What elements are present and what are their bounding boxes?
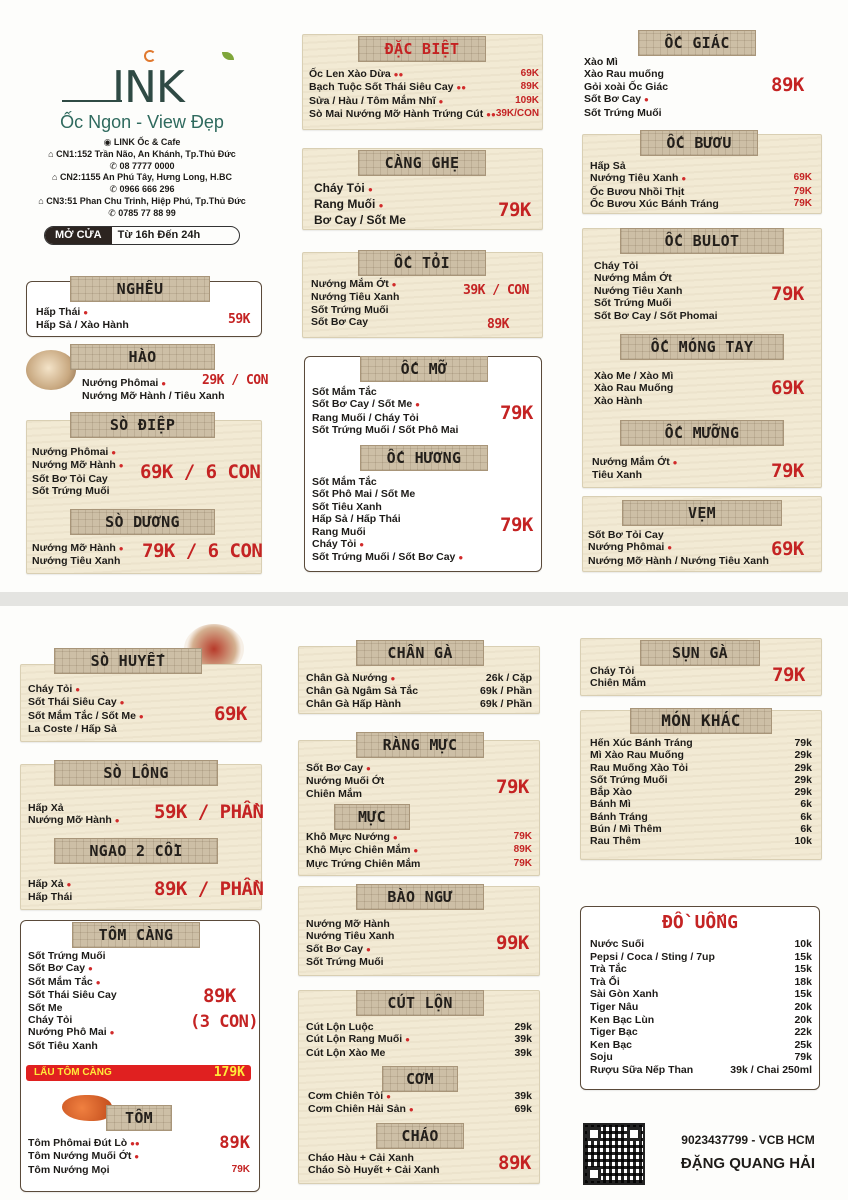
- location-pin-icon: ⌂: [52, 172, 60, 183]
- list-item[interactable]: Rang Muối / Cháy Tỏi: [312, 411, 419, 424]
- list-item[interactable]: Nướng Phômai ●: [82, 377, 167, 389]
- price-oc-toi-2: 89K: [487, 317, 509, 332]
- list-item[interactable]: Sốt Mắm Tắc ●: [28, 975, 101, 988]
- list-item[interactable]: Hấp Thái: [28, 891, 73, 904]
- list-item[interactable]: Sốt Bơ Tỏi Cay: [32, 472, 108, 485]
- title-chao: CHÁO: [376, 1123, 464, 1149]
- items-do-uong: [590, 938, 812, 1077]
- chili-icon: ●: [111, 448, 117, 457]
- list-item[interactable]: Sốt Bơ Cay ●: [584, 93, 649, 106]
- phone-icon: ✆: [108, 207, 119, 218]
- list-item[interactable]: Cháy Tỏi ●: [312, 538, 365, 551]
- list-item[interactable]: Xào Mì: [584, 56, 618, 68]
- title-tom: TÔM: [106, 1105, 172, 1131]
- shop-name: ◉ LINK Ốc & Cafe: [103, 137, 181, 147]
- price-oc-bulot: 79K: [771, 283, 804, 305]
- price-cang-ghe: 79K: [498, 199, 531, 221]
- price-oc-toi-1: 39K / CON: [463, 283, 529, 298]
- list-item[interactable]: Tiger Bạc 22k: [590, 1026, 812, 1039]
- list-item[interactable]: Cút Lộn Xào Me 39k: [306, 1046, 532, 1059]
- list-item[interactable]: Rau Thêm 10k: [590, 835, 812, 848]
- price-chao: 89K: [498, 1152, 531, 1174]
- list-item[interactable]: Hấp Sả: [590, 160, 626, 172]
- items-so-long: [28, 802, 120, 828]
- slogan: Ốc Ngon - View Đẹp: [60, 112, 224, 132]
- list-item[interactable]: Nướng Mỡ Hành / Nướng Tiêu Xanh: [588, 554, 769, 567]
- list-item[interactable]: Trà Ổi 18k: [590, 975, 812, 988]
- list-item[interactable]: Nướng Tiêu Xanh: [594, 284, 683, 297]
- opening-hours: MỞ CỬA Từ 16h Đến 24h: [44, 226, 240, 245]
- title-mon-khac: MÓN KHÁC: [630, 708, 772, 734]
- list-item[interactable]: Cháo Hàu + Cải Xanh: [308, 1152, 414, 1164]
- title-so-huyet: SÒ HUYẾT: [54, 648, 202, 674]
- list-item[interactable]: Chiên Mắm: [306, 787, 363, 800]
- list-item[interactable]: Ken Bạc Lùn 20k: [590, 1013, 812, 1026]
- list-item[interactable]: Cháy Tỏi ●: [28, 683, 81, 695]
- location-pin-icon: ◉: [103, 137, 114, 147]
- list-item[interactable]: Nướng Muối Ớt: [306, 775, 385, 788]
- items-oc-toi: [311, 278, 399, 329]
- title-ngheu: NGHÊU: [70, 276, 210, 302]
- hotpot-banner[interactable]: LẨU TÔM CÀNG 179K: [26, 1065, 251, 1081]
- items-com: [308, 1090, 532, 1117]
- list-item[interactable]: Mì Xào Rau Muống 29k: [590, 749, 812, 762]
- list-item[interactable]: Sốt Trứng Muối / Sốt Bơ Cay ●: [312, 551, 464, 564]
- price-so-long: 59K / PHẦN: [154, 801, 264, 823]
- list-item[interactable]: Cháy Tỏi: [594, 260, 639, 272]
- list-item[interactable]: Cơm Chiên Hải Sản ● 69k: [308, 1103, 532, 1116]
- items-oc-giac: [584, 56, 668, 119]
- items-oc-bulot: [594, 260, 718, 322]
- price-note-tom-cang: (3 CON): [190, 1012, 259, 1032]
- branch-2-address: ⌂ CN2:1155 An Phú Tây, Hưng Long, H.BC: [52, 172, 232, 183]
- price-so-duong: 79K / 6 CON: [142, 540, 263, 562]
- list-item[interactable]: Nướng Tiêu Xanh: [311, 291, 400, 304]
- phone-icon: ✆: [109, 160, 120, 171]
- title-so-diep: SÒ ĐIỆP: [70, 412, 215, 438]
- list-item[interactable]: Bánh Tráng 6k: [590, 810, 812, 823]
- items-mon-khac: [590, 737, 812, 848]
- list-item[interactable]: Sửa / Hàu / Tôm Mắm Nhĩ ● 109K: [309, 94, 539, 107]
- list-item[interactable]: Sốt Phô Mai / Sốt Me: [312, 488, 416, 501]
- list-item[interactable]: Sài Gòn Xanh 15k: [590, 988, 812, 1001]
- price-oc-mo: 79K: [500, 402, 533, 424]
- price-oc-muong: 79K: [771, 460, 804, 482]
- list-item[interactable]: Cút Lộn Luộc 29k: [306, 1021, 532, 1033]
- list-item[interactable]: Nước Suối 10k: [590, 938, 812, 950]
- title-tom-cang: TÔM CÀNG: [72, 922, 200, 948]
- brand-block: [22, 50, 262, 245]
- items-so-huyet: [28, 683, 144, 736]
- list-item[interactable]: Xào Me / Xào Mì: [594, 370, 674, 382]
- list-item[interactable]: Cháy Tỏi: [28, 1014, 73, 1027]
- page-fold: [0, 592, 848, 606]
- list-item[interactable]: Bánh Mì 6k: [590, 798, 812, 811]
- list-item[interactable]: Hấp Xả ●: [28, 878, 72, 890]
- list-item[interactable]: Sốt Trứng Muối: [306, 956, 384, 969]
- items-so-diep: [32, 446, 124, 498]
- list-item[interactable]: Hến Xúc Bánh Tráng 79k: [590, 737, 812, 749]
- title-oc-huong: ỐC HƯƠNG: [360, 445, 488, 471]
- list-item[interactable]: Bắp Xào 29k: [590, 786, 812, 799]
- price-oc-huong: 79K: [500, 514, 533, 536]
- list-item[interactable]: Bạch Tuộc Sốt Thái Siêu Cay ●● 89K: [309, 81, 539, 94]
- leaf-icon: [222, 52, 234, 60]
- list-item[interactable]: Chân Gà Hấp Hành 69k / Phần: [306, 697, 532, 710]
- list-item[interactable]: Xào Hành: [594, 394, 643, 407]
- list-item[interactable]: Chiên Mắm: [590, 677, 647, 690]
- title-cang-ghe: CÀNG GHẸ: [358, 150, 486, 176]
- list-item[interactable]: Tôm Phômai Đút Lò ●● 89K: [28, 1133, 250, 1153]
- list-item[interactable]: Sốt Thái Siêu Cay ●: [28, 696, 125, 709]
- title-chan-ga: CHÂN GÀ: [356, 640, 484, 666]
- payment-qr-code[interactable]: [583, 1123, 645, 1185]
- title-oc-buou: ỐC BƯƠU: [640, 130, 758, 156]
- items-rang-muc: [306, 762, 384, 800]
- list-item[interactable]: Bơ Cay / Sốt Me: [314, 213, 406, 227]
- price-ngao: 89K / PHẦN: [154, 878, 264, 900]
- list-item[interactable]: Sò Mai Nướng Mỡ Hành Trứng Cút ●● 39K/CON: [309, 108, 540, 121]
- list-item[interactable]: Nướng Tiêu Xanh: [306, 930, 395, 943]
- title-oc-muong: ỐC MƯỠNG: [620, 420, 784, 446]
- phone-icon: ✆: [109, 184, 120, 195]
- price-oc-mong-tay: 69K: [771, 377, 804, 399]
- list-item[interactable]: Sốt Bơ Cay ●: [306, 942, 371, 955]
- title-so-duong: SÒ DƯƠNG: [70, 509, 215, 535]
- list-item[interactable]: Sốt Bơ Tỏi Cay: [588, 529, 664, 541]
- price-bao-ngu: 99K: [496, 932, 529, 954]
- list-item[interactable]: Nướng Mỡ Hành: [306, 918, 390, 930]
- list-item[interactable]: Hấp Sả / Hấp Thái: [312, 513, 401, 526]
- title-oc-mong-tay: ỐC MÓNG TAY: [620, 334, 784, 360]
- price-rang-muc: 79K: [496, 776, 529, 798]
- list-item[interactable]: Sốt Bơ Cay / Sốt Me ●: [312, 398, 420, 411]
- snail-spiral-icon: [144, 50, 156, 62]
- list-item[interactable]: Nướng Phô Mai ●: [28, 1026, 115, 1039]
- list-item[interactable]: Ốc Len Xào Dừa ●● 69K: [309, 68, 539, 80]
- items-ngheu: [36, 306, 129, 332]
- title-com: CƠM: [382, 1066, 458, 1092]
- list-item[interactable]: Cơm Chiên Tỏi ● 39k: [308, 1090, 532, 1102]
- list-item[interactable]: Ốc Bươu Nhồi Thịt 79K: [590, 185, 812, 198]
- shrimp-photo: [62, 1095, 112, 1121]
- title-sun-ga: SỤN GÀ: [640, 640, 760, 666]
- list-item[interactable]: Nướng Mỡ Hành / Tiêu Xanh: [82, 390, 225, 403]
- list-item[interactable]: Sốt Thái Siêu Cay: [28, 989, 117, 1002]
- items-oc-muong: [592, 456, 677, 482]
- items-ngao: [28, 878, 72, 904]
- hotpot-price: 179K: [213, 1065, 245, 1080]
- list-item[interactable]: Xào Rau muống: [584, 68, 664, 81]
- price-vem: 69K: [771, 538, 804, 560]
- list-item[interactable]: Bún / Mì Thêm 6k: [590, 823, 812, 836]
- title-ngao: NGAO 2 CỒI: [54, 838, 218, 864]
- list-item[interactable]: Nướng Mỡ Hành ●: [28, 814, 120, 827]
- items-cut-lon: [306, 1021, 532, 1059]
- title-vem: VẸM: [622, 500, 782, 526]
- list-item[interactable]: Tiger Nâu 20k: [590, 1000, 812, 1013]
- chili-icon: ●: [118, 461, 124, 471]
- price-so-diep: 69K / 6 CON: [140, 461, 261, 483]
- items-oc-huong: [312, 476, 463, 565]
- list-item[interactable]: Nướng Mắm Ớt: [594, 272, 672, 285]
- list-item[interactable]: Khô Mực Chiên Mắm ● 89K: [306, 844, 532, 857]
- title-rang-muc: RÀNG MỰC: [356, 732, 484, 758]
- items-oc-mong-tay: [594, 370, 673, 407]
- list-item[interactable]: Tôm Nướng Muối Ớt ●: [28, 1150, 140, 1163]
- list-item[interactable]: Chân Gà Ngâm Sả Tắc 69k / Phần: [306, 685, 532, 698]
- list-item[interactable]: Sốt Mắm Tắc / Sốt Me ●: [28, 709, 144, 722]
- list-item[interactable]: Rượu Sữa Nếp Than 39k / Chai 250ml: [590, 1063, 812, 1076]
- items-so-duong: [32, 542, 124, 568]
- list-item[interactable]: Ken Bạc 25k: [590, 1038, 812, 1051]
- list-item[interactable]: Nướng Mỡ Hành ●: [32, 459, 124, 472]
- title-cut-lon: CÚT LỘN: [356, 990, 484, 1016]
- logo: [22, 50, 262, 113]
- list-item[interactable]: Rau Muống Xào Tỏi 29k: [590, 761, 812, 774]
- list-item[interactable]: Sốt Bơ Cay: [311, 316, 369, 329]
- list-item[interactable]: Sốt Bơ Cay ●: [28, 962, 93, 975]
- logo-text: INK: [112, 62, 184, 113]
- branch-1-address: ⌂ CN1:152 Trần Não, An Khánh, Tp.Thủ Đức: [48, 148, 236, 159]
- list-item[interactable]: Soju 79k: [590, 1051, 812, 1064]
- bank-info: [668, 1133, 828, 1172]
- bank-account[interactable]: 9023437799 - VCB HCM: [681, 1133, 815, 1147]
- title-oc-giac: ỐC GIÁC: [638, 30, 756, 56]
- list-item[interactable]: Nướng Phômai ●: [32, 446, 117, 458]
- price-so-huyet: 69K: [214, 703, 247, 725]
- list-item[interactable]: Cháy Tỏi ●: [314, 181, 373, 195]
- items-cang-ghe: [314, 181, 406, 227]
- list-item[interactable]: Mực Trứng Chiên Mắm 79K: [306, 857, 532, 870]
- list-item[interactable]: Nướng Mắm Ớt ●: [592, 456, 678, 468]
- list-item[interactable]: Sốt Mắm Tắc: [312, 476, 377, 488]
- list-item[interactable]: Sốt Trứng Muối / Sốt Phô Mai: [312, 424, 459, 437]
- title-oc-mo: ỐC MỠ: [360, 356, 488, 382]
- items-tom-cang: [28, 950, 117, 1052]
- price-ngheu: 59K: [228, 312, 250, 327]
- list-item[interactable]: Sốt Me: [28, 1001, 63, 1014]
- items-oc-buou: [590, 160, 812, 211]
- price-sun-ga: 79K: [772, 664, 805, 686]
- list-item[interactable]: Rang Muối: [312, 525, 366, 538]
- items-tom: [28, 1133, 250, 1176]
- title-do-uong: ĐỒ UỐNG: [662, 912, 738, 933]
- list-item[interactable]: Nướng Mắm Ớt ●: [311, 278, 397, 290]
- list-item[interactable]: Khô Mực Nướng ● 79K: [306, 831, 532, 843]
- list-item[interactable]: Tiêu Xanh: [592, 469, 642, 482]
- location-pin-icon: ⌂: [38, 195, 47, 206]
- branch-3-address: ⌂ CN3:51 Phan Chu Trinh, Hiệp Phú, Tp.Thủ Đức: [38, 195, 246, 206]
- title-hao: HÀO: [70, 344, 215, 370]
- price-tom-cang: 89K: [203, 985, 236, 1007]
- list-item[interactable]: Nướng Tiêu Xanh: [32, 555, 121, 568]
- branch-1-phone: ✆ 08 7777 0000: [109, 160, 175, 171]
- title-bao-ngu: BÀO NGƯ: [356, 884, 484, 910]
- list-item[interactable]: Ốc Bươu Xúc Bánh Tráng 79K: [590, 198, 812, 211]
- list-item[interactable]: Cháy Tỏi: [590, 665, 635, 677]
- price-oc-giac: 89K: [771, 74, 804, 96]
- list-item[interactable]: Sốt Trứng Muối: [311, 303, 389, 316]
- list-item[interactable]: Sốt Bơ Cay / Sốt Phomai: [594, 309, 718, 322]
- list-item[interactable]: Chân Gà Nướng ● 26k / Cặp: [306, 672, 532, 684]
- list-item[interactable]: Hấp Sả / Xào Hành: [36, 319, 129, 332]
- items-oc-mo: [312, 386, 458, 437]
- list-item[interactable]: Cháo Sò Huyết + Cải Xanh: [308, 1164, 440, 1177]
- title-dac-biet: ĐẶC BIỆT: [358, 36, 486, 62]
- list-item[interactable]: Sốt Trứng Muối: [594, 297, 672, 310]
- title-muc: MỰC: [334, 804, 410, 830]
- list-item[interactable]: Hấp Xả: [28, 802, 64, 814]
- items-muc: [306, 831, 532, 870]
- list-item[interactable]: Sốt Trứng Muối 29k: [590, 773, 812, 786]
- items-vem: [588, 529, 769, 567]
- title-oc-toi: ỐC TỎI: [358, 250, 486, 276]
- list-item[interactable]: Sốt Mắm Tắc: [312, 386, 377, 398]
- price-hao: 29K / CON: [202, 373, 268, 388]
- list-item[interactable]: Cút Lộn Rang Muối ● 39k: [306, 1033, 532, 1046]
- title-so-long: SÒ LÔNG: [54, 760, 218, 786]
- items-chan-ga: [306, 672, 532, 710]
- oyster-photo: [26, 350, 76, 390]
- list-item[interactable]: Nướng Tiêu Xanh ● 69K: [590, 172, 812, 185]
- chili-icon: ●: [161, 379, 167, 388]
- items-bao-ngu: [306, 918, 394, 969]
- items-chao: [308, 1152, 440, 1177]
- branch-2-phone: ✆ 0966 666 296: [109, 184, 175, 195]
- list-item[interactable]: Sốt Bơ Cay ●: [306, 762, 371, 774]
- list-item[interactable]: La Coste / Hấp Sả: [28, 723, 117, 736]
- list-item[interactable]: Gỏi xoài Ốc Giác: [584, 80, 669, 93]
- list-item[interactable]: Sốt Trứng Muối: [32, 485, 110, 498]
- chili-icon: ●: [118, 544, 124, 553]
- list-item[interactable]: Xào Rau Muống: [594, 382, 674, 395]
- list-item[interactable]: Sốt Trứng Muối: [584, 106, 662, 119]
- branch-3-phone: ✆ 0785 77 88 99: [108, 207, 176, 218]
- list-item[interactable]: Tôm Nướng Mọi 79K: [28, 1163, 250, 1176]
- list-item[interactable]: Trà Tắc 15k: [590, 963, 812, 976]
- list-item[interactable]: Sốt Trứng Muối: [28, 950, 106, 962]
- list-item[interactable]: Pepsi / Coca / Sting / 7up 15k: [590, 950, 812, 963]
- items-dac-biet: [309, 68, 539, 122]
- list-item[interactable]: Sốt Tiêu Xanh: [28, 1039, 98, 1052]
- list-item[interactable]: Hấp Thái ●: [36, 306, 89, 318]
- list-item[interactable]: Nướng Mỡ Hành ●: [32, 542, 124, 554]
- location-pin-icon: ⌂: [48, 148, 57, 159]
- chili-icon: ●: [83, 308, 89, 317]
- list-item[interactable]: Rang Muối ●: [314, 197, 384, 211]
- account-holder: ĐẶNG QUANG HẢI: [680, 1155, 816, 1172]
- title-oc-bulot: ỐC BULOT: [620, 228, 784, 254]
- items-sun-ga: [590, 665, 646, 690]
- list-item[interactable]: Sốt Tiêu Xanh: [312, 500, 382, 513]
- list-item[interactable]: Nướng Phômai ●: [588, 541, 673, 554]
